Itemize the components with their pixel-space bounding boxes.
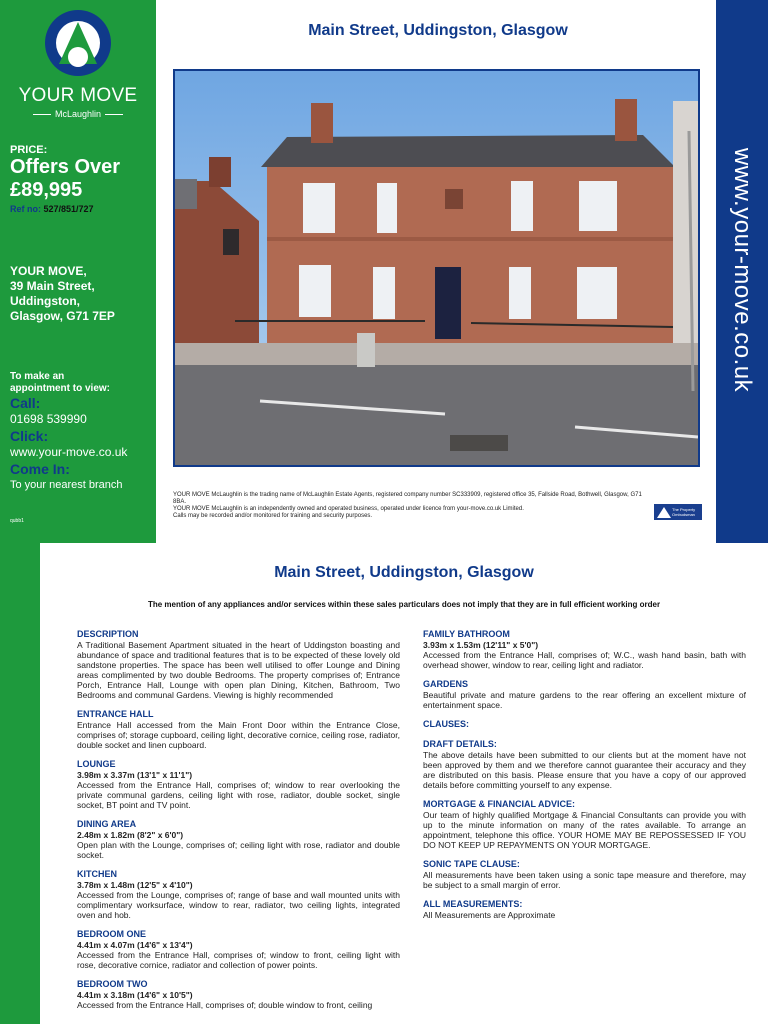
- room-measurement: 4.41m x 4.07m (14'6" x 13'4"): [77, 940, 193, 950]
- section-text: Our team of highly qualified Mortgage & Financial Consultants can provide you with up to the minute information on many of the rates available. To arrange an appointment, telephone this office. YOUR HOME MAY BE REPOSSESSED IF YOU DO NOT KEEP UP REPAYMENTS ON YOUR MORTGAGE.: [423, 810, 746, 850]
- property-ombudsman-logo: The Property Ombudsman: [654, 504, 702, 520]
- section-lounge: [77, 759, 400, 810]
- section-heading: ALL MEASUREMENTS:: [423, 899, 523, 909]
- section-mortgage-financial-advice: [423, 799, 746, 850]
- details-title: Main Street, Uddingston, Glasgow: [274, 564, 534, 581]
- property-photo-image: [175, 71, 698, 465]
- section-heading: LOUNGE: [77, 759, 116, 769]
- property-photo: [173, 69, 700, 467]
- logo-brand-text: YOUR MOVE: [18, 85, 138, 106]
- section-all-measurements: [423, 899, 746, 920]
- section-text: Entrance Hall accessed from the Main Front Door within the Entrance Close, comprises of; storage cupboard, ceiling light, decorative cornice, ceiling rose, radiator, double socket and linen cupboard.: [77, 720, 400, 750]
- phone-number[interactable]: 01698 539990: [10, 412, 87, 426]
- section-text: Accessed from the Entrance Hall, comprises of; double window to front, ceiling: [77, 1000, 373, 1010]
- section-heading: GARDENS: [423, 679, 469, 689]
- section-heading: BEDROOM ONE: [77, 929, 147, 939]
- section-bedroom-two: [77, 979, 400, 1010]
- details-right-column: [423, 629, 746, 929]
- section-text: Accessed from the Entrance Hall, comprises of; window to rear overlooking the private communal gardens, ceiling light with rose, radiator, double socket, single socket, BT point and TV point.: [77, 780, 400, 810]
- section-text: Beautiful private and mature gardens to the rear offering an excellent mixture of entertainment space.: [423, 690, 746, 710]
- come-in-text: To your nearest branch: [10, 479, 123, 491]
- section-heading: KITCHEN: [77, 869, 117, 879]
- price-label: PRICE:: [10, 144, 48, 156]
- section-description: [77, 629, 400, 700]
- section-text: Accessed from the Lounge, comprises of; range of base and wall mounted units with complimentary worksurface, window to rear, radiator, two ceiling lights, integrated oven and hob.: [77, 890, 400, 920]
- appointment-intro: To make an appointment to view:: [10, 371, 110, 394]
- section-draft-details: [423, 739, 746, 790]
- section-text: Open plan with the Lounge, comprises of; ceiling light with rose, radiator and double socket.: [77, 840, 400, 860]
- brand-sidebar-lower: [0, 543, 40, 1024]
- section-text: The above details have been submitted to our clients but at the moment have not been approved by them and we therefore cannot guarantee their accuracy and they are distributed on this basis. Please ensure that you have a copy of our approved details before committing yourself to any expense.: [423, 750, 746, 790]
- room-measurement: 2.48m x 1.82m (8'2" x 6'0"): [77, 830, 184, 840]
- section-entrance-hall: [77, 709, 400, 750]
- logo-sub-text: McLaughlin: [0, 109, 156, 119]
- call-label: Call:: [10, 395, 41, 411]
- section-family-bathroom: [423, 629, 746, 670]
- section-clauses: [423, 719, 746, 730]
- section-sonic-tape-clause: [423, 859, 746, 890]
- section-heading: DINING AREA: [77, 819, 137, 829]
- section-kitchen: [77, 869, 400, 920]
- price-block: [10, 144, 150, 214]
- room-measurement: 3.78m x 1.48m (12'5" x 4'10"): [77, 880, 193, 890]
- section-heading: DRAFT DETAILS:: [423, 739, 497, 749]
- section-text: A Traditional Basement Apartment situated in the heart of Uddingston boasting and abundance of space and traditional features that is to be expected of these lovely old sandstone properties. The space has been well utilised to offer Lounge and Dining areas complimented by two double Bedrooms. The property comprises of; Entrance Porch, Entrance Hall, Lounge with open plan Dining, Kitchen, Bathroom, Two Bedrooms and communal Gardens. Viewing is highly recommended: [77, 640, 400, 700]
- page-title: Main Street, Uddingston, Glasgow: [308, 22, 568, 39]
- url-banner: [716, 0, 768, 543]
- vertical-url: www.your-move.co.uk: [729, 147, 756, 393]
- section-heading: CLAUSES:: [423, 719, 470, 729]
- section-heading: ENTRANCE HALL: [77, 709, 154, 719]
- click-label: Click:: [10, 428, 49, 444]
- section-gardens: [423, 679, 746, 710]
- section-text: All measurements have been taken using a sonic tape measure and therefore, may be subject to a small margin of error.: [423, 870, 746, 890]
- section-bedroom-one: [77, 929, 400, 970]
- section-heading: FAMILY BATHROOM: [423, 629, 510, 639]
- details-left-column: [77, 629, 400, 1019]
- website-link[interactable]: www.your-move.co.uk: [10, 445, 128, 459]
- ombudsman-mark-icon: [656, 505, 672, 519]
- your-move-logo: [0, 8, 156, 119]
- section-dining-area: [77, 819, 400, 860]
- come-in-label: Come In:: [10, 461, 70, 477]
- section-text: Accessed from the Entrance Hall, comprises of; W.C., wash hand basin, bath with overhead shower, window to rear, ceiling light and radiator.: [423, 650, 746, 670]
- document-code: qubb1: [10, 518, 24, 524]
- section-heading: SONIC TAPE CLAUSE:: [423, 859, 520, 869]
- price-line-1: Offers Over: [10, 156, 121, 178]
- room-measurement: 4.41m x 3.18m (14'6" x 10'5"): [77, 990, 193, 1000]
- section-text: All Measurements are Approximate: [423, 910, 556, 920]
- section-heading: BEDROOM TWO: [77, 979, 148, 989]
- price-value: £89,995: [10, 179, 83, 201]
- section-text: Accessed from the Entrance Hall, comprises of; window to front, ceiling light with rose, decorative cornice, radiator and collection of power points.: [77, 950, 400, 970]
- room-measurement: 3.93m x 1.53m (12'11" x 5'0"): [423, 640, 539, 650]
- appliance-disclaimer: The mention of any appliances and/or services within these sales particulars does not imply that they are in full efficient working order: [147, 600, 661, 609]
- section-heading: DESCRIPTION: [77, 629, 139, 639]
- branch-address: YOUR MOVE, 39 Main Street, Uddingston, Glasgow, G71 7EP: [10, 264, 115, 323]
- legal-notice: YOUR MOVE McLaughlin is the trading name of McLaughlin Estate Agents, registered company number SC333909, registered office 35, Fallside Road, Bothwell, Glasgow, G71 8BA. YOUR MOVE McLaughlin is an independently owned and operated business, operated under licence from your-move.co.uk Limited. Calls may be recorded and/or monitored for training and security purposes.: [173, 492, 642, 519]
- section-heading: MORTGAGE & FINANCIAL ADVICE:: [423, 799, 575, 809]
- room-measurement: 3.98m x 3.37m (13'1" x 11'1"): [77, 770, 193, 780]
- logo-mark-icon: [43, 8, 113, 78]
- contact-block: [10, 371, 156, 494]
- ref-number: Ref no: 527/851/727: [10, 204, 94, 214]
